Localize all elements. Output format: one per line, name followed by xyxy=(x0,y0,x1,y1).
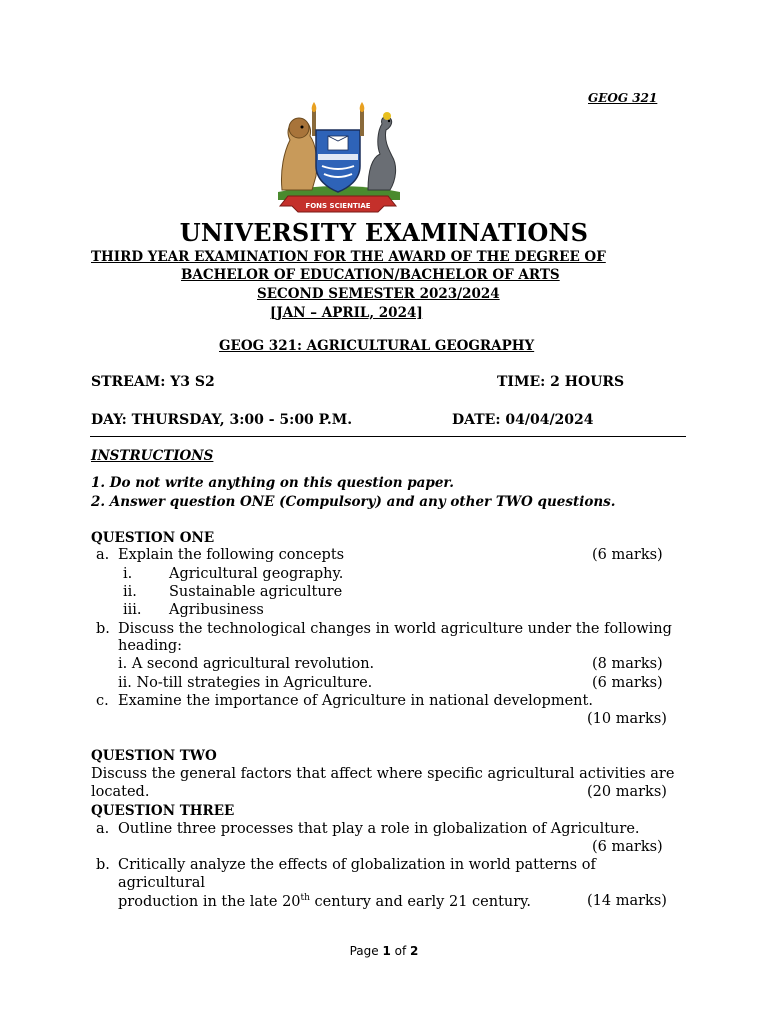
page-word: Page xyxy=(349,944,383,958)
q1-b-label: b. xyxy=(96,621,110,637)
instruction-item: 1. Do not write anything on this question paper. xyxy=(91,475,455,491)
q1-b-text-cont: heading: xyxy=(118,638,182,654)
q2-text-cont: located. xyxy=(91,784,150,800)
q3-b-marks: (14 marks) xyxy=(587,893,667,909)
exam-award-line: THIRD YEAR EXAMINATION FOR THE AWARD OF THE DEGREE OF xyxy=(91,249,606,265)
q1-a-item-num: i. xyxy=(123,566,133,582)
date-info: DATE: 04/04/2024 xyxy=(452,412,594,428)
question-two-heading: QUESTION TWO xyxy=(91,748,217,764)
q1-c-text: Examine the importance of Agriculture in national development. xyxy=(118,693,593,709)
page-total: 2 xyxy=(410,944,419,958)
q3-b-text: Critically analyze the effects of globalization in world patterns of xyxy=(118,857,596,873)
q1-a-label: a. xyxy=(96,547,110,563)
q3-a-label: a. xyxy=(96,821,110,837)
q3-a-text: Outline three processes that play a role in globalization of Agriculture. xyxy=(118,821,640,837)
q1-b-ii: ii. No-till strategies in Agriculture. xyxy=(118,675,373,691)
page-number: 1 xyxy=(382,944,391,958)
q1-b-ii-marks: (6 marks) xyxy=(592,675,663,691)
q1-a-text: Explain the following concepts xyxy=(118,547,345,563)
crest-emblem-icon xyxy=(268,100,408,218)
instructions-heading: INSTRUCTIONS xyxy=(91,448,214,464)
q1-c-marks: (10 marks) xyxy=(587,711,667,727)
period-line: [JAN – APRIL, 2024] xyxy=(270,305,423,321)
q2-marks: (20 marks) xyxy=(587,784,667,800)
header-divider xyxy=(90,436,686,437)
page-footer xyxy=(0,944,768,958)
semester-line: SECOND SEMESTER 2023/2024 xyxy=(257,286,500,302)
crest-motto: FONS SCIENTIAE xyxy=(305,202,371,210)
q2-text: Discuss the general factors that affect where specific agricultural activities are xyxy=(91,766,675,782)
exam-title: UNIVERSITY EXAMINATIONS xyxy=(179,218,589,247)
university-crest-logo xyxy=(268,100,408,218)
stream-info: STREAM: Y3 S2 xyxy=(91,374,215,390)
q1-a-item-text: Agricultural geography. xyxy=(169,566,344,582)
q3-b-text-line3 xyxy=(118,893,531,910)
q1-a-item-text: Sustainable agriculture xyxy=(169,584,343,600)
question-three-heading: QUESTION THREE xyxy=(91,803,235,819)
q3-b-text-sup: th xyxy=(300,893,310,903)
q1-c-label: c. xyxy=(96,693,109,709)
q1-b-i: i. A second agricultural revolution. xyxy=(118,656,375,672)
course-code-header: GEOG 321 xyxy=(588,91,658,105)
q3-b-text-pre: production in the late 20 xyxy=(118,893,301,910)
q1-a-marks: (6 marks) xyxy=(592,547,663,563)
q3-b-text-cont: agricultural xyxy=(118,875,205,891)
course-title: GEOG 321: AGRICULTURAL GEOGRAPHY xyxy=(219,338,535,354)
q3-b-label: b. xyxy=(96,857,110,873)
q1-a-item-num: ii. xyxy=(123,584,137,600)
q1-a-item-num: iii. xyxy=(123,602,142,618)
q3-a-marks: (6 marks) xyxy=(592,839,663,855)
instruction-item: 2. Answer question ONE (Compulsory) and any other TWO questions. xyxy=(91,494,616,510)
q1-b-i-marks: (8 marks) xyxy=(592,656,663,672)
question-one-heading: QUESTION ONE xyxy=(91,530,215,546)
q1-a-item-text: Agribusiness xyxy=(169,602,264,618)
of-word: of xyxy=(390,944,411,958)
q1-b-text: Discuss the technological changes in world agriculture under the following xyxy=(118,621,672,637)
day-info: DAY: THURSDAY, 3:00 - 5:00 P.M. xyxy=(91,412,353,428)
q3-b-text-post: century and early 21 century. xyxy=(309,893,532,910)
degree-line: BACHELOR OF EDUCATION/BACHELOR OF ARTS xyxy=(181,267,560,283)
time-info: TIME: 2 HOURS xyxy=(497,374,625,390)
